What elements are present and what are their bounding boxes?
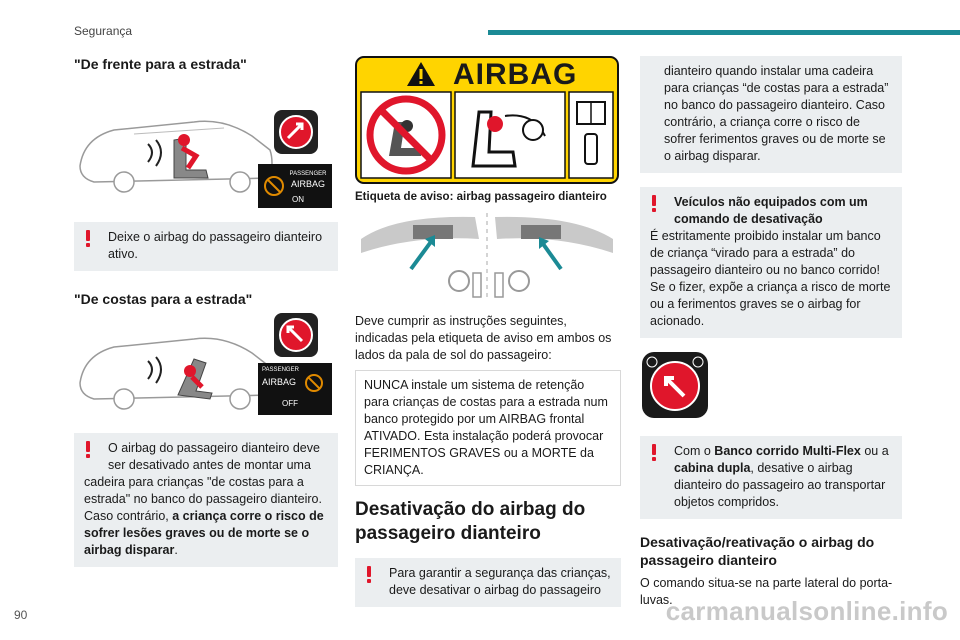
warning-exclamation-icon xyxy=(86,441,91,457)
warning-rear-first: O airbag do passageiro dianteiro deve ser desativado antes de montar uma xyxy=(108,441,320,472)
sun-visor-figure xyxy=(355,209,621,305)
badge-off-line2: AIRBAG xyxy=(262,377,297,387)
car-forward-seat-illustration xyxy=(74,78,338,208)
heading-rear-facing: "De costas para a estrada" xyxy=(74,291,253,307)
warning-label-text-box: NUNCA instale um sistema de retenção para crianças de costas para a estrada num banco protegido por um AIRBAG frontal ATIVADO. Esta instalação poderá provocar FERIMENTOS GRAVES ou a MORTE da CRIANÇA. xyxy=(355,370,621,486)
warning-deactivation xyxy=(355,558,621,607)
warning-continued xyxy=(640,56,902,173)
warning-forward-facing xyxy=(74,222,338,271)
airbag-label-title: AIRBAG xyxy=(453,58,578,91)
multiflex-bold1: Banco corrido Multi-Flex xyxy=(714,444,861,458)
warning-exclamation-icon xyxy=(86,230,91,246)
visor-instruction: Deve cumprir as instruções seguintes, indicadas pela etiqueta de aviso em ambos os lados da pala de sol do passageiro: xyxy=(355,314,612,362)
figure-rear-facing xyxy=(74,313,338,423)
column-2 xyxy=(355,56,621,607)
multiflex-mid: ou a xyxy=(860,444,889,458)
warning-forward-text: Deixe o airbag do passageiro dianteiro ativo. xyxy=(108,230,323,261)
heading-forward-facing: "De frente para a estrada" xyxy=(74,56,247,72)
badge-off-line3: OFF xyxy=(282,399,298,408)
airbag-warning-label xyxy=(355,56,619,184)
multiflex-bold2: cabina dupla xyxy=(674,461,751,475)
watermark: carmanualsonline.info xyxy=(665,596,948,626)
glovebox-paragraph: O comando situa-se na parte lateral do porta-luvas. xyxy=(640,576,893,607)
column-1 xyxy=(74,56,338,567)
warning-exclamation-icon xyxy=(367,566,372,582)
warning-no-deactivation xyxy=(640,187,902,338)
figure-forward-facing xyxy=(74,78,338,208)
multiflex-post: , desative o airbag dianteiro do passageiro ao transportar objetos compridos. xyxy=(674,461,886,509)
page-number: 90 xyxy=(14,608,28,622)
airbag-switch-figure xyxy=(640,350,902,426)
warning-rear-rest: cadeira para crianças "de costas para a estrada" no banco do passageiro dianteiro. Caso contrário, xyxy=(84,475,322,523)
warning-rear-bold: a criança corre o risco de sofrer lesões graves ou de morte se o airbag disparar xyxy=(84,509,324,557)
badge-on-line2: AIRBAG xyxy=(290,179,326,189)
badge-on-line1: PASSENGER xyxy=(289,171,327,177)
warning-exclamation-icon xyxy=(652,195,657,211)
badge-off-line1: PASSENGER xyxy=(262,367,299,373)
warning-deactivation-text: Para garantir a segurança das crianças, deve desativar o airbag do passageiro xyxy=(389,566,611,597)
warning-continued-text: dianteiro quando instalar uma cadeira para crianças “de costas para a estrada” no banco do passageiro dianteiro. Caso contrário, a criança corre o risco de sofrer ferimentos graves ou de morte se o airbag disparar. xyxy=(664,64,889,163)
warning-rear-facing xyxy=(74,433,338,567)
warning-rear-end: . xyxy=(174,543,178,557)
warning-no-deactivation-title: Veículos não equipados com um comando de desativação xyxy=(674,195,868,226)
header-accent-bar xyxy=(488,30,960,35)
badge-on-line3: ON xyxy=(292,195,304,204)
multiflex-pre: Com o xyxy=(674,444,715,458)
section-title-deactivation: Desativação do airbag do passageiro dianteiro xyxy=(355,499,586,544)
label-caption: Etiqueta de aviso: airbag passageiro dianteiro xyxy=(355,191,607,203)
airbag-switch-icon xyxy=(640,350,710,420)
warning-exclamation-icon xyxy=(652,444,657,460)
sun-visor-illustration xyxy=(355,209,619,305)
column-3 xyxy=(640,56,902,609)
section-heading-toggle: Desativação/reativação o airbag do passageiro dianteiro xyxy=(640,534,875,568)
running-header: Segurança xyxy=(74,24,133,38)
warning-no-deactivation-body: É estritamente proibido instalar um banco de criança “virado para a estrada” do passageiro dianteiro ou no banco corrido! Se o fizer, expõe a criança a risco de morte ou a ferimentos graves se o airbag for acionado. xyxy=(650,229,891,328)
warning-multiflex xyxy=(640,436,902,519)
